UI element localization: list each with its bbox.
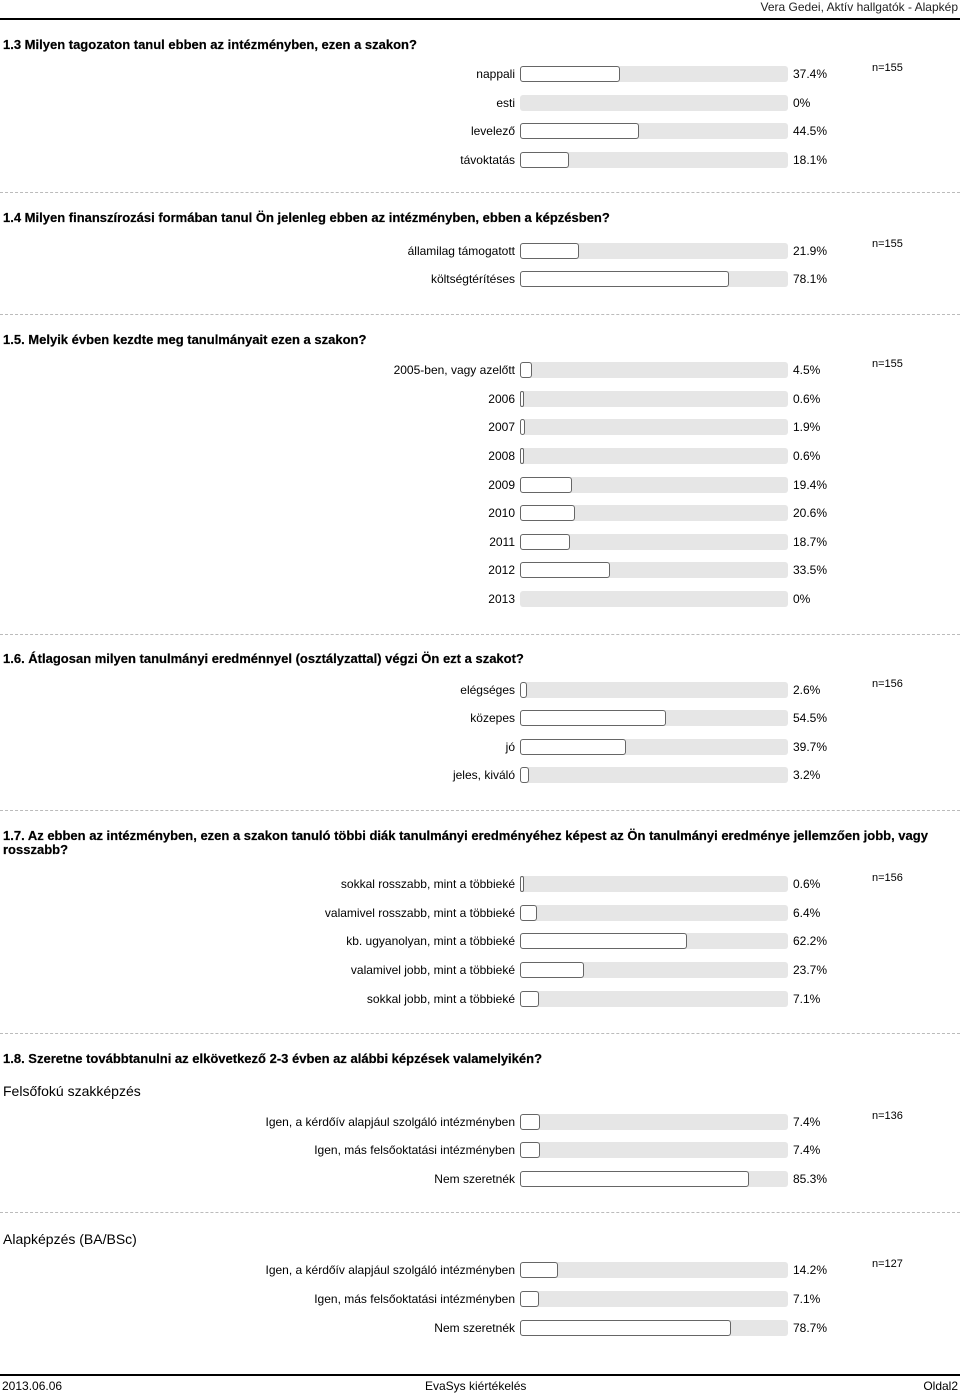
bar-fill	[520, 1171, 749, 1187]
answer-label: 2008	[488, 449, 515, 463]
bar-fill	[520, 152, 569, 168]
answer-label: sokkal jobb, mint a többieké	[366, 992, 515, 1006]
bar-track	[520, 152, 788, 168]
bar-fill	[520, 876, 524, 892]
result-row	[0, 990, 960, 1010]
n-count: n=127	[872, 1258, 903, 1270]
answer-label: 2011	[489, 535, 515, 549]
result-row	[0, 65, 960, 85]
result-row	[0, 738, 960, 758]
bar-track	[520, 66, 788, 82]
result-row	[0, 875, 960, 895]
bar-track	[520, 448, 788, 464]
bar-fill	[520, 123, 639, 139]
result-row	[0, 94, 960, 114]
percent-value: 78.1%	[793, 272, 828, 286]
footer-rule	[0, 1374, 960, 1376]
bar-fill	[520, 362, 532, 378]
percent-value: 7.4%	[793, 1115, 821, 1129]
page-header: Vera Gedei, Aktív hallgatók - Alapkép	[760, 0, 958, 14]
percent-value: 7.4%	[793, 1143, 821, 1157]
n-count: n=155	[872, 62, 903, 74]
result-row	[0, 151, 960, 171]
question-title: 1.8. Szeretne továbbtanulni az elkövetkező 2-3 évben az alábbi képzések valamelyikén?	[3, 1051, 543, 1066]
percent-value: 7.1%	[793, 992, 821, 1006]
answer-label: Igen, a kérdőív alapjául szolgáló intézményben	[265, 1115, 515, 1129]
percent-value: 1.9%	[793, 420, 821, 434]
bar-fill	[520, 534, 570, 550]
answer-label: nappali	[476, 67, 515, 81]
result-row	[0, 961, 960, 981]
footer-date: 2013.06.06	[2, 1379, 63, 1393]
bar-track	[520, 419, 788, 435]
percent-value: 2.6%	[793, 683, 821, 697]
question-title: 1.3 Milyen tagozaton tanul ebben az intézményben, ezen a szakon?	[3, 37, 417, 52]
n-count: n=156	[872, 678, 903, 690]
bar-fill	[520, 562, 610, 578]
answer-label: 2012	[488, 563, 515, 577]
bar-track	[520, 1262, 788, 1278]
bar-track	[520, 95, 788, 111]
bar-track	[520, 534, 788, 550]
bar-fill	[520, 933, 687, 949]
bar-fill	[520, 505, 575, 521]
result-row	[0, 418, 960, 438]
answer-label: Igen, más felsőoktatási intézményben	[314, 1292, 515, 1306]
bar-track	[520, 391, 788, 407]
section-divider	[0, 1212, 960, 1213]
bar-fill	[520, 1291, 539, 1307]
result-row	[0, 533, 960, 553]
percent-value: 3.2%	[793, 768, 821, 782]
result-row	[0, 361, 960, 381]
bar-track	[520, 876, 788, 892]
n-count: n=136	[872, 1110, 903, 1122]
percent-value: 54.5%	[793, 711, 828, 725]
answer-label: közepes	[470, 711, 515, 725]
bar-track	[520, 962, 788, 978]
bar-fill	[520, 66, 620, 82]
percent-value: 33.5%	[793, 563, 828, 577]
section-divider	[0, 810, 960, 811]
result-row	[0, 1319, 960, 1339]
answer-label: jó	[505, 740, 515, 754]
result-row	[0, 270, 960, 290]
answer-label: távoktatás	[460, 153, 515, 167]
bar-track	[520, 477, 788, 493]
bar-track	[520, 591, 788, 607]
bar-track	[520, 123, 788, 139]
subsection-title: Felsőfokú szakképzés	[3, 1083, 141, 1099]
question-title: 1.7. Az ebben az intézményben, ezen a szakon tanuló többi diák tanulmányi eredményéhez képest az Ön tanulmányi eredménye jellemzően jobb, vagy rosszabb?	[3, 828, 928, 857]
bar-track	[520, 243, 788, 259]
bar-fill	[520, 1262, 558, 1278]
answer-label: költségtérítéses	[430, 272, 515, 286]
bar-track	[520, 767, 788, 783]
result-row	[0, 504, 960, 524]
percent-value: 6.4%	[793, 906, 821, 920]
bar-fill	[520, 710, 666, 726]
footer-center: EvaSys kiértékelés	[425, 1379, 527, 1393]
result-row	[0, 561, 960, 581]
bar-track	[520, 905, 788, 921]
answer-label: levelező	[470, 124, 515, 138]
result-row	[0, 1113, 960, 1133]
percent-value: 21.9%	[793, 244, 828, 258]
bar-fill	[520, 1142, 540, 1158]
result-row	[0, 1141, 960, 1161]
section-divider	[0, 1033, 960, 1034]
bar-fill	[520, 448, 524, 464]
percent-value: 0%	[793, 96, 811, 110]
bar-fill	[520, 477, 572, 493]
bar-track	[520, 1114, 788, 1130]
answer-label: Nem szeretnék	[434, 1172, 515, 1186]
percent-value: 23.7%	[793, 963, 828, 977]
answer-label: 2006	[488, 392, 515, 406]
answer-label: 2010	[488, 506, 515, 520]
bar-fill	[520, 991, 539, 1007]
bar-track	[520, 739, 788, 755]
percent-value: 20.6%	[793, 506, 828, 520]
result-row	[0, 681, 960, 701]
bar-track	[520, 682, 788, 698]
answer-label: Nem szeretnék	[434, 1321, 515, 1335]
section-divider	[0, 314, 960, 315]
answer-label: valamivel rosszabb, mint a többieké	[324, 906, 515, 920]
n-count: n=156	[872, 872, 903, 884]
bar-fill	[520, 419, 525, 435]
percent-value: 0.6%	[793, 392, 821, 406]
percent-value: 62.2%	[793, 934, 828, 948]
percent-value: 19.4%	[793, 478, 828, 492]
bar-track	[520, 562, 788, 578]
answer-label: jeles, kiváló	[452, 768, 515, 782]
percent-value: 37.4%	[793, 67, 828, 81]
n-count: n=155	[872, 358, 903, 370]
bar-track	[520, 991, 788, 1007]
bar-fill	[520, 271, 729, 287]
answer-label: 2013	[488, 592, 515, 606]
bar-track	[520, 271, 788, 287]
percent-value: 44.5%	[793, 124, 828, 138]
header-rule	[0, 18, 960, 20]
bar-fill	[520, 739, 626, 755]
answer-label: sokkal rosszabb, mint a többieké	[340, 877, 515, 891]
answer-label: Igen, a kérdőív alapjául szolgáló intézményben	[265, 1263, 515, 1277]
bar-fill	[520, 767, 529, 783]
bar-track	[520, 362, 788, 378]
section-divider	[0, 634, 960, 635]
result-row	[0, 904, 960, 924]
percent-value: 7.1%	[793, 1292, 821, 1306]
bar-track	[520, 505, 788, 521]
percent-value: 0%	[793, 592, 811, 606]
result-row	[0, 590, 960, 610]
bar-fill	[520, 391, 524, 407]
bar-track	[520, 1291, 788, 1307]
answer-label: államilag támogatott	[407, 244, 515, 258]
answer-label: valamivel jobb, mint a többieké	[350, 963, 515, 977]
answer-label: 2009	[488, 478, 515, 492]
percent-value: 85.3%	[793, 1172, 828, 1186]
result-row	[0, 390, 960, 410]
answer-label: 2007	[488, 420, 515, 434]
n-count: n=155	[872, 238, 903, 250]
result-row	[0, 1261, 960, 1281]
bar-track	[520, 1171, 788, 1187]
result-row	[0, 122, 960, 142]
bar-track	[520, 710, 788, 726]
answer-label: kb. ugyanolyan, mint a többieké	[346, 934, 515, 948]
percent-value: 39.7%	[793, 740, 828, 754]
answer-label: 2005-ben, vagy azelőtt	[393, 363, 515, 377]
result-row	[0, 766, 960, 786]
section-divider	[0, 192, 960, 193]
bar-track	[520, 1320, 788, 1336]
percent-value: 18.1%	[793, 153, 828, 167]
subsection-title: Alapképzés (BA/BSc)	[3, 1231, 137, 1247]
footer-page: Oldal2	[923, 1379, 958, 1393]
percent-value: 0.6%	[793, 877, 821, 891]
result-row	[0, 476, 960, 496]
bar-fill	[520, 962, 584, 978]
question-title: 1.5. Melyik évben kezdte meg tanulmányait ezen a szakon?	[3, 332, 367, 347]
result-row	[0, 447, 960, 467]
percent-value: 18.7%	[793, 535, 828, 549]
result-row	[0, 932, 960, 952]
result-row	[0, 1170, 960, 1190]
percent-value: 78.7%	[793, 1321, 828, 1335]
bar-track	[520, 1142, 788, 1158]
result-row	[0, 242, 960, 262]
result-row	[0, 709, 960, 729]
bar-fill	[520, 905, 537, 921]
bar-fill	[520, 1114, 540, 1130]
bar-fill	[520, 243, 579, 259]
percent-value: 14.2%	[793, 1263, 828, 1277]
bar-track	[520, 933, 788, 949]
result-row	[0, 1290, 960, 1310]
answer-label: esti	[496, 96, 515, 110]
answer-label: Igen, más felsőoktatási intézményben	[314, 1143, 515, 1157]
bar-fill	[520, 682, 527, 698]
question-title: 1.6. Átlagosan milyen tanulmányi eredménnyel (osztályzattal) végzi Ön ezt a szakot?	[3, 651, 524, 666]
bar-fill	[520, 1320, 731, 1336]
percent-value: 0.6%	[793, 449, 821, 463]
percent-value: 4.5%	[793, 363, 821, 377]
question-title: 1.4 Milyen finanszírozási formában tanul Ön jelenleg ebben az intézményben, ebben a képzésben?	[3, 210, 610, 225]
answer-label: elégséges	[460, 683, 515, 697]
